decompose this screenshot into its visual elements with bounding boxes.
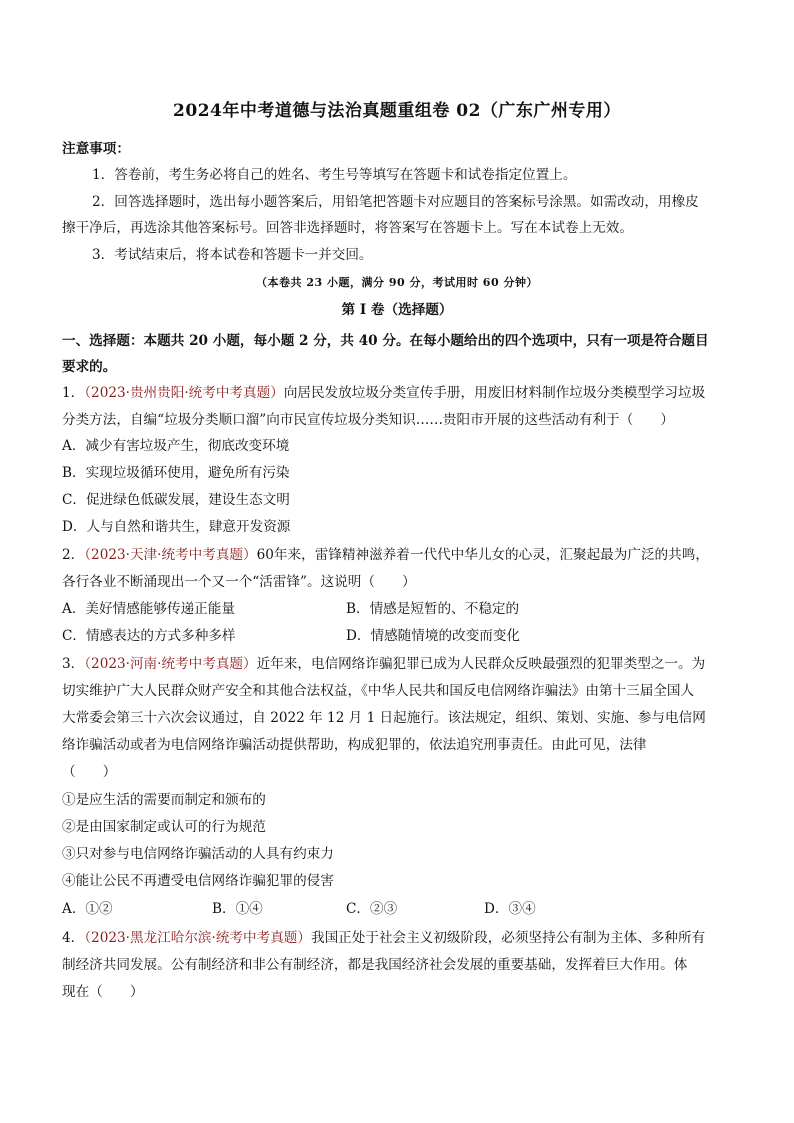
question-text: 60年来，雷锋精神滋养着一代代中华儿女的心灵，汇聚起最为广泛的共鸣， (256, 547, 709, 563)
question-text: 制经济共同发展。公有制经济和非公有制经济，都是我国经济社会发展的重要基础，发挥着巨大作用。体 (62, 957, 688, 973)
question-2 (62, 546, 732, 564)
option-a[interactable]: A．美好情感能够传递正能量 (62, 601, 235, 617)
question-number: 4． (62, 930, 85, 946)
question-text: 现在（ ） (62, 984, 144, 1000)
question-source: （2023·天津·统考中考真题） (84, 547, 257, 563)
question-text: 络诈骗活动或者为电信网络诈骗活动提供帮助，构成犯罪的，依法追究刑事责任。由此可见，法律 (62, 737, 647, 753)
question-1 (62, 384, 732, 402)
instruction: 要求的。 (62, 359, 117, 375)
option-a[interactable]: A．①② (62, 901, 113, 917)
question-text: 分类方法，自编“垃圾分类顺口溜”向市民宣传垃圾分类知识……贵阳市开展的这些活动有利于（ ） (62, 412, 675, 428)
instruction: 一、选择题：本题共 20 小题，每小题 2 分，共 40 分。在每小题给出的四个选项中，只有一项是符合题目 (62, 333, 709, 349)
option-a[interactable]: A．减少有害垃圾产生，彻底改变环境 (62, 438, 290, 454)
notice-heading: 注意事项： (62, 141, 130, 157)
statement: ②是由国家制定或认可的行为规范 (62, 819, 266, 835)
question-4 (62, 929, 732, 947)
question-source: （2023·贵州贵阳·统考中考真题） (84, 385, 284, 401)
notice-item: 2．回答选择题时，选出每小题答案后，用铅笔把答题卡对应题目的答案标号涂黑。如需改动，用橡皮 (92, 194, 699, 210)
notice-item: 3．考试结束后，将本试卷和答题卡一并交回。 (92, 247, 373, 263)
question-text: 切实维护广大人民群众财产安全和其他合法权益，《中华人民共和国反电信网络诈骗法》由第十三届全国人 (62, 683, 695, 699)
option-c[interactable]: C．情感表达的方式多种多样 (62, 628, 236, 644)
option-c[interactable]: C．促进绿色低碳发展，建设生态文明 (62, 492, 290, 508)
question-text: 向居民发放垃圾分类宣传手册，用废旧材料制作垃圾分类模型学习垃圾 (283, 385, 706, 401)
page-title: 2024年中考道德与法治真题重组卷 02（广东广州专用） (173, 101, 621, 121)
question-text: 近年来，电信网络诈骗犯罪已成为人民群众反映最强烈的犯罪类型之一。为 (256, 656, 706, 672)
question-3 (62, 655, 732, 673)
option-d[interactable]: D．情感随情境的改变而变化 (346, 628, 521, 644)
notice-item: 擦干净后，再选涂其他答案标号。回答非选择题时，将答案写在答题卡上。写在本试卷上无效。 (62, 220, 633, 236)
option-b[interactable]: B．实现垃圾循环使用，避免所有污染 (62, 465, 290, 481)
question-text: 各行各业不断涌现出一个又一个“活雷锋”。这说明（ ） (62, 574, 416, 590)
question-source: （2023·河南·统考中考真题） (84, 656, 257, 672)
statement: ③只对参与电信网络诈骗活动的人具有约束力 (62, 846, 334, 862)
question-number: 3． (62, 656, 85, 672)
option-c[interactable]: C．②③ (346, 901, 398, 917)
question-number: 2． (62, 547, 85, 563)
option-d[interactable]: D．人与自然和谐共生，肆意开发资源 (62, 519, 291, 535)
exam-info: （本卷共 23 小题，满分 90 分，考试用时 60 分钟） (256, 276, 538, 289)
statement: ④能让公民不再遭受电信网络诈骗犯罪的侵害 (62, 873, 334, 889)
statement: ①是应生活的需要而制定和颁布的 (62, 792, 266, 808)
question-source: （2023·黑龙江哈尔滨·统考中考真题） (84, 930, 311, 946)
question-text: 我国正处于社会主义初级阶段，必须坚持公有制为主体、多种所有 (311, 930, 706, 946)
option-b[interactable]: B．①④ (212, 901, 263, 917)
notice-item: 1．答卷前，考生务必将自己的姓名、考生号等填写在答题卡和试卷指定位置上。 (92, 167, 577, 183)
option-d[interactable]: D．③④ (484, 901, 536, 917)
question-text: （ ） (62, 764, 117, 780)
section-title: 第 I 卷（选择题） (341, 302, 453, 318)
question-number: 1． (62, 385, 85, 401)
option-b[interactable]: B．情感是短暂的、不稳定的 (346, 601, 520, 617)
question-text: 大常委会第三十六次会议通过，自 2022 年 12 月 1 日起施行。该法规定，组织、策划、实施、参与电信网 (62, 710, 706, 726)
